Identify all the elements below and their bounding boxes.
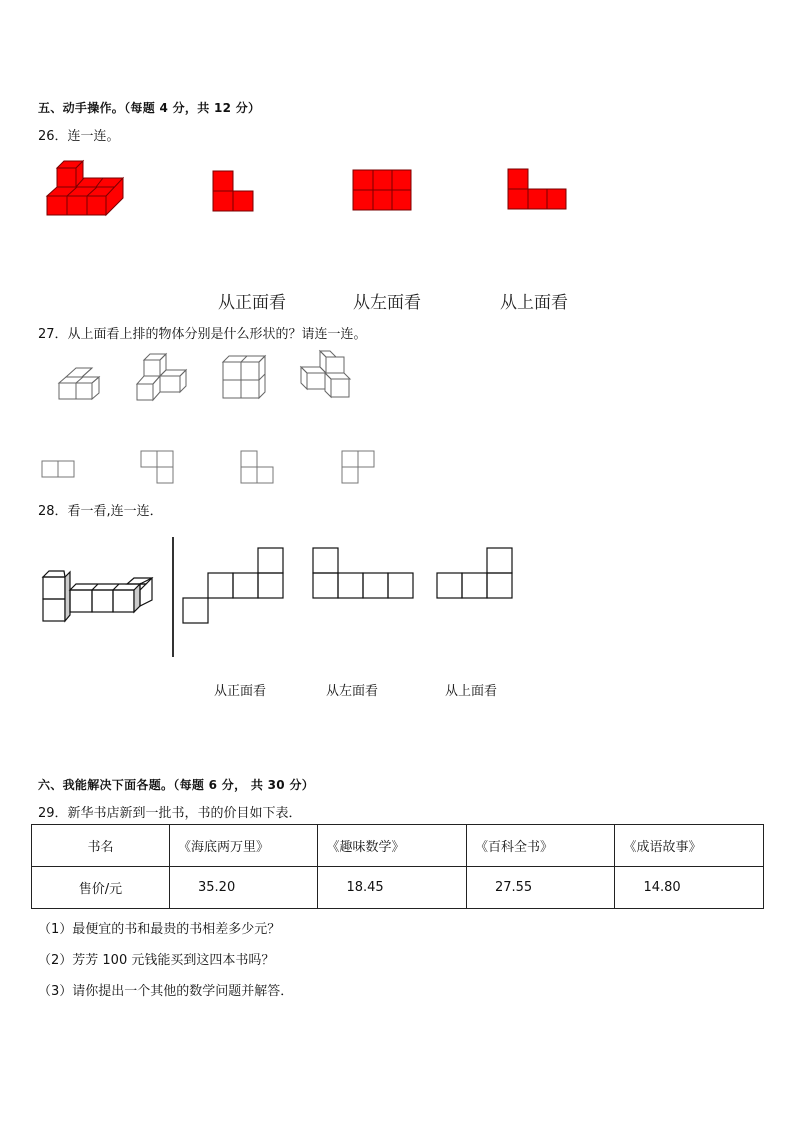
table-cell: 《趣味数学》 bbox=[318, 825, 466, 867]
q28-label-front: 从正面看 bbox=[214, 684, 267, 699]
table-cell: 35.20 bbox=[170, 867, 318, 909]
q27-solid-2 bbox=[136, 352, 188, 404]
q27-solid-3 bbox=[222, 355, 268, 401]
section-5-title: 五、动手操作。（每题 4 分，共 12 分） bbox=[38, 101, 261, 115]
q28-view-2 bbox=[312, 547, 416, 601]
q26-left-view-shape bbox=[352, 169, 414, 211]
q26-label-left: 从左面看 bbox=[353, 293, 421, 313]
table-cell: 书名 bbox=[32, 825, 170, 867]
q27-top-view-3 bbox=[240, 450, 276, 486]
q26-solid-figure bbox=[44, 158, 126, 218]
table-row bbox=[32, 867, 764, 909]
divider-line bbox=[172, 537, 174, 657]
book-price-table bbox=[31, 824, 764, 909]
question-29-text: 29．新华书店新到一批书，书的价目如下表． bbox=[38, 806, 302, 821]
table-header-row bbox=[32, 825, 764, 867]
table-cell: 18.45 bbox=[318, 867, 466, 909]
q27-top-view-2 bbox=[140, 450, 176, 486]
q26-label-front: 从正面看 bbox=[218, 293, 286, 313]
table-cell: 《海底两万里》 bbox=[170, 825, 318, 867]
table-cell: 售价/元 bbox=[32, 867, 170, 909]
section-6-title: 六、我能解决下面各题。（每题 6 分， 共 30 分） bbox=[38, 778, 315, 792]
q28-label-top: 从上面看 bbox=[445, 684, 498, 699]
q26-label-top: 从上面看 bbox=[500, 293, 568, 313]
q28-solid-figure bbox=[42, 570, 154, 626]
question-27-text: 27．从上面看上排的物体分别是什么形状的？请连一连。 bbox=[38, 327, 367, 342]
q27-solid-1 bbox=[58, 365, 104, 401]
question-28-text: 28．看一看,连一连． bbox=[38, 504, 163, 519]
q27-top-view-4 bbox=[341, 450, 377, 486]
table-cell: 27.55 bbox=[466, 867, 614, 909]
question-26-text: 26．连一连。 bbox=[38, 129, 120, 144]
q27-solid-4 bbox=[300, 349, 356, 401]
q28-label-left: 从左面看 bbox=[326, 684, 379, 699]
q28-view-3 bbox=[436, 547, 516, 601]
table-cell: 14.80 bbox=[615, 867, 764, 909]
q28-view-1 bbox=[182, 547, 286, 627]
q26-top-view-shape bbox=[507, 168, 569, 210]
subquestion-2: （2）芳芳 100 元钱能买到这四本书吗？ bbox=[38, 953, 275, 968]
q26-front-view-shape bbox=[212, 170, 256, 212]
table-cell: 《成语故事》 bbox=[615, 825, 764, 867]
table-cell: 《百科全书》 bbox=[466, 825, 614, 867]
subquestion-3: （3）请你提出一个其他的数学问题并解答． bbox=[38, 984, 294, 999]
subquestion-1: （1）最便宜的书和最贵的书相差多少元？ bbox=[38, 922, 281, 937]
q27-top-view-1 bbox=[41, 460, 77, 480]
